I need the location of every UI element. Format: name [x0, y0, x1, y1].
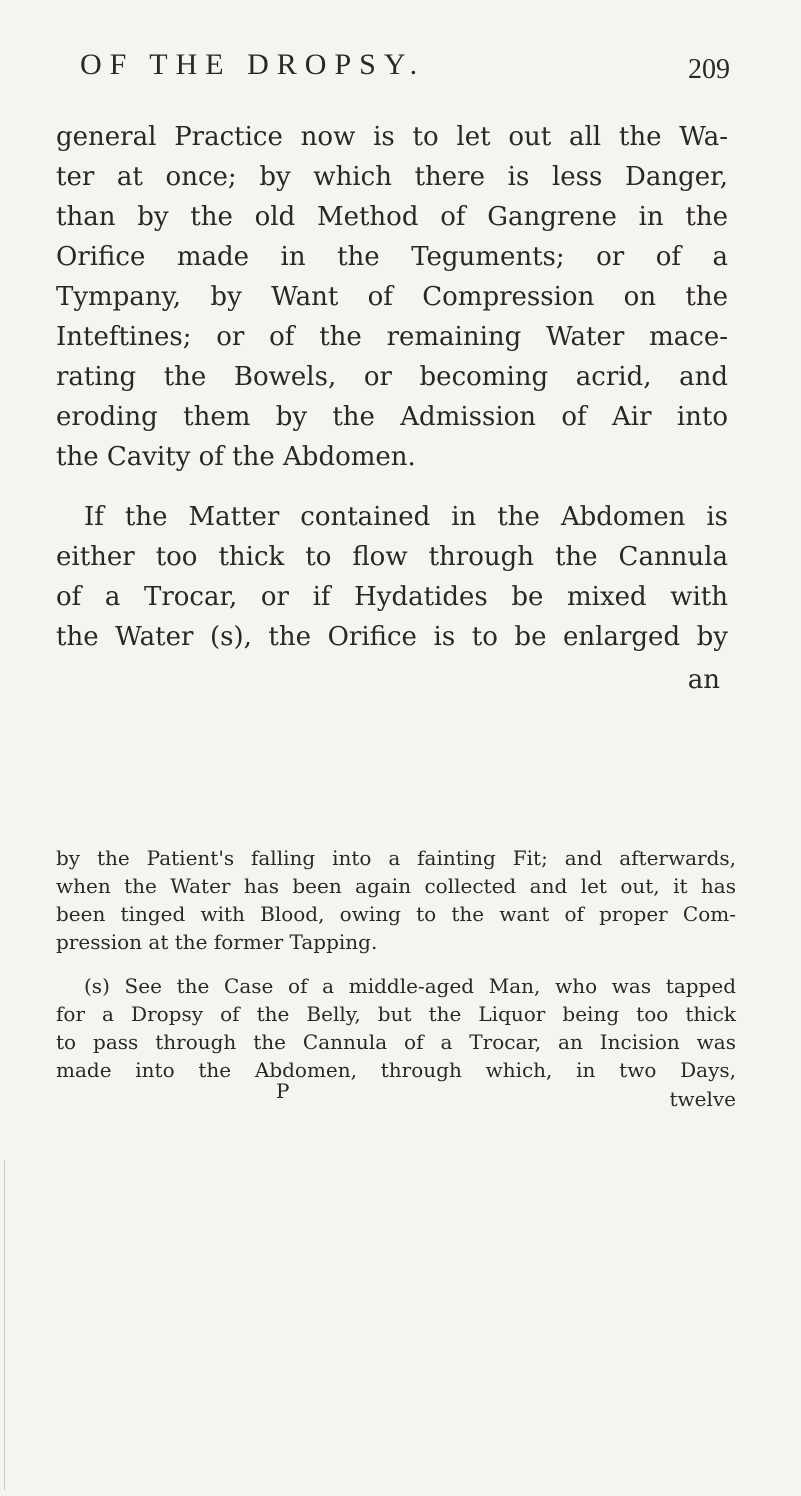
body-line: general Practice now is to let out all the Wa- [56, 122, 728, 152]
footnote-line: pression at the former Tapping. [56, 930, 378, 954]
footnote-line: made into the Abdomen, through which, in two Days, [56, 1058, 736, 1082]
body-line: Tympany, by Want of Compression on the [56, 282, 728, 312]
page-number: 209 [688, 54, 730, 85]
body-line: Orifice made in the Teguments; or of a [56, 242, 728, 272]
footnote-gap [56, 956, 736, 972]
body-line: ter at once; by which there is less Danger, [56, 162, 728, 192]
body-line: If the Matter contained in the Abdomen is [84, 502, 728, 532]
paragraph-gap [56, 477, 728, 497]
footnote-line: (s) See the Case of a middle-aged Man, who was tapped [84, 974, 736, 998]
footnote-line: by the Patient's falling into a fainting Fit; and afterwards, [56, 846, 736, 870]
body-text [56, 117, 728, 703]
running-title: OF THE DROPSY. [80, 48, 426, 81]
body-line: rating the Bowels, or becoming acrid, and [56, 362, 728, 392]
footnotes [56, 844, 736, 1114]
body-line: Inteftines; or of the remaining Water mace- [56, 322, 728, 352]
signature-mark: P [276, 1079, 290, 1103]
body-line: of a Trocar, or if Hydatides be mixed with [56, 582, 728, 612]
footnote-line: for a Dropsy of the Belly, but the Liquor being too thick [56, 1002, 736, 1026]
page-edge-line [4, 1160, 5, 1490]
footnote-line: to pass through the Cannula of a Trocar, an Incision was [56, 1030, 736, 1054]
body-line: either too thick to flow through the Cannula [56, 542, 728, 572]
body-line: the Water (s), the Orifice is to be enlarged by [56, 622, 728, 652]
running-head [80, 48, 730, 88]
footnote-line: when the Water has been again collected and let out, it has [56, 874, 736, 898]
body-line: the Cavity of the Abdomen. [56, 442, 416, 472]
body-line: eroding them by the Admission of Air into [56, 402, 728, 432]
footnote-line: been tinged with Blood, owing to the want of proper Com- [56, 902, 736, 926]
footnote-catchword: twelve [669, 1087, 736, 1111]
body-line: than by the old Method of Gangrene in the [56, 202, 728, 232]
catchword: an [687, 665, 720, 695]
signature-row [56, 1079, 736, 1114]
